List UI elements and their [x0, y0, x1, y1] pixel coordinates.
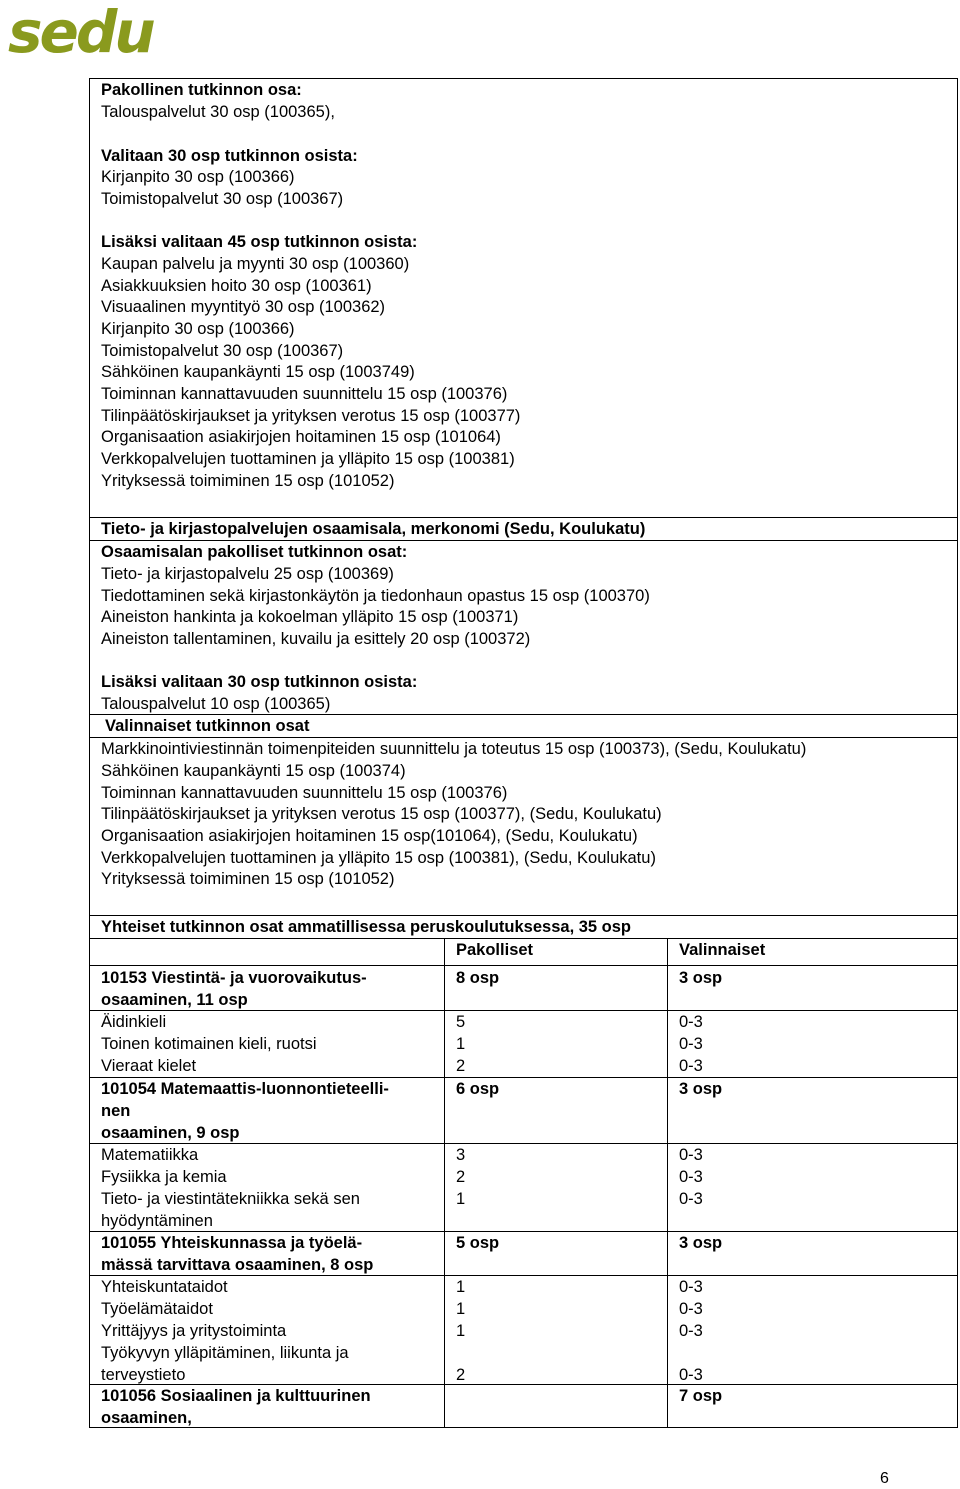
mandatory-heading: Osaamisalan pakolliset tutkinnon osat: [101, 543, 408, 561]
column-divider [444, 938, 445, 1428]
extra-heading: Lisäksi valitaan 30 osp tutkinnon osista: [101, 673, 418, 691]
sub-optional: 0-3 0-3 0-3 0-3 [679, 1278, 703, 1384]
list-item: Aineiston tallentaminen, kuvailu ja esittely 20 osp (100372) [101, 630, 531, 648]
list-item: Kaupan palvelu ja myynti 30 osp (100360) [101, 255, 410, 273]
common-title: Yhteiset tutkinnon osat ammatillisessa peruskoulutuksessa, 35 osp [101, 918, 632, 936]
section1-heading: Pakollinen tutkinnon osa: [101, 81, 302, 99]
list-item: Markkinointiviestinnän toimenpiteiden suunnittelu ja toteutus 15 osp (100373), (Sedu, Koulukatu) [101, 740, 807, 758]
group-mandatory: 5 osp [456, 1234, 500, 1252]
group-optional: 3 osp [679, 1234, 723, 1252]
column-divider [667, 938, 668, 1428]
list-item: Toiminnan kannattavuuden suunnittelu 15 osp (100376) [101, 385, 508, 403]
sub-mandatory: 3 2 1 [456, 1146, 466, 1208]
choose-heading: Valitaan 30 osp tutkinnon osista: [101, 147, 358, 165]
list-item: Verkkopalvelujen tuottaminen ja ylläpito 15 osp (100381), (Sedu, Koulukatu) [101, 849, 656, 867]
list-item: Organisaation asiakirjojen hoitaminen 15 osp(101064), (Sedu, Koulukatu) [101, 827, 638, 845]
list-item: Tieto- ja kirjastopalvelu 25 osp (100369) [101, 565, 394, 583]
list-item: Toimistopalvelut 30 osp (100367) [101, 342, 344, 360]
list-item: Asiakkuuksien hoito 30 osp (100361) [101, 277, 372, 295]
list-item: Kirjanpito 30 osp (100366) [101, 168, 295, 186]
sub-optional: 0-3 0-3 0-3 [679, 1013, 703, 1075]
group-name: 10153 Viestintä- ja vuorovaikutus- osaaminen, 11 osp [101, 969, 367, 1009]
group-mandatory: 8 osp [456, 969, 500, 987]
list-item: Sähköinen kaupankäynti 15 osp (100374) [101, 762, 406, 780]
sub-label: Matematiikka Fysiikka ja kemia Tieto- ja viestintätekniikka sekä sen hyödyntäminen [101, 1146, 360, 1230]
list-item: Aineiston hankinta ja kokoelman ylläpito 15 osp (100371) [101, 608, 519, 626]
col-header-mandatory: Pakolliset [456, 941, 534, 959]
list-item: Toimistopalvelut 30 osp (100367) [101, 190, 344, 208]
sedu-logo [6, 2, 168, 62]
list-item: Kirjanpito 30 osp (100366) [101, 320, 295, 338]
group-name: 101055 Yhteiskunnassa ja työelä- mässä tarvittava osaaminen, 8 osp [101, 1234, 374, 1274]
list-item: Yrityksessä toimiminen 15 osp (101052) [101, 870, 395, 888]
group-optional: 3 osp [679, 1080, 723, 1098]
group-optional: 3 osp [679, 969, 723, 987]
list-item: Sähköinen kaupankäynti 15 osp (1003749) [101, 363, 415, 381]
list-item: Tilinpäätöskirjaukset ja yrityksen verotus 15 osp (100377) [101, 407, 521, 425]
list-item: Tilinpäätöskirjaukset ja yrityksen verotus 15 osp (100377), (Sedu, Koulukatu) [101, 805, 662, 823]
row-divider [89, 965, 958, 966]
group-name: 101056 Sosiaalinen ja kulttuurinen osaaminen, [101, 1387, 371, 1427]
section1-line: Talouspalvelut 30 osp (100365), [101, 103, 335, 121]
sub-mandatory: 5 1 2 [456, 1013, 466, 1075]
group-optional: 7 osp [679, 1387, 723, 1405]
list-item: Visuaalinen myyntityö 30 osp (100362) [101, 298, 386, 316]
list-item: Tiedottaminen sekä kirjastonkäytön ja tiedonhaun opastus 15 osp (100370) [101, 587, 650, 605]
sub-mandatory: 1 1 1 2 [456, 1278, 466, 1384]
list-item: Toiminnan kannattavuuden suunnittelu 15 osp (100376) [101, 784, 508, 802]
col-header-optional: Valinnaiset [679, 941, 766, 959]
list-item: Verkkopalvelujen tuottaminen ja ylläpito 15 osp (100381) [101, 450, 515, 468]
list-item: Organisaation asiakirjojen hoitaminen 15 osp (101064) [101, 428, 501, 446]
group-mandatory: 6 osp [456, 1080, 500, 1098]
extra-heading: Lisäksi valitaan 45 osp tutkinnon osista: [101, 233, 418, 251]
section2-title: Tieto- ja kirjastopalvelujen osaamisala, merkonomi (Sedu, Koulukatu) [101, 520, 646, 538]
sub-optional: 0-3 0-3 0-3 [679, 1146, 703, 1208]
optional-heading: Valinnaiset tutkinnon osat [105, 717, 310, 735]
list-item: Talouspalvelut 10 osp (100365) [101, 695, 331, 713]
list-item: Yrityksessä toimiminen 15 osp (101052) [101, 472, 395, 490]
sub-label: Äidinkieli Toinen kotimainen kieli, ruotsi Vieraat kielet [101, 1013, 317, 1075]
logo-text: sedu [8, 2, 153, 62]
group-name: 101054 Matemaattis-luonnontieteelli- nen osaaminen, 9 osp [101, 1080, 389, 1142]
sub-label: Yhteiskuntataidot Työelämätaidot Yrittäjyys ja yritystoiminta Työkyvyn ylläpitäminen, liikunta ja terveystieto [101, 1278, 349, 1384]
page-number: 6 [880, 1470, 889, 1487]
